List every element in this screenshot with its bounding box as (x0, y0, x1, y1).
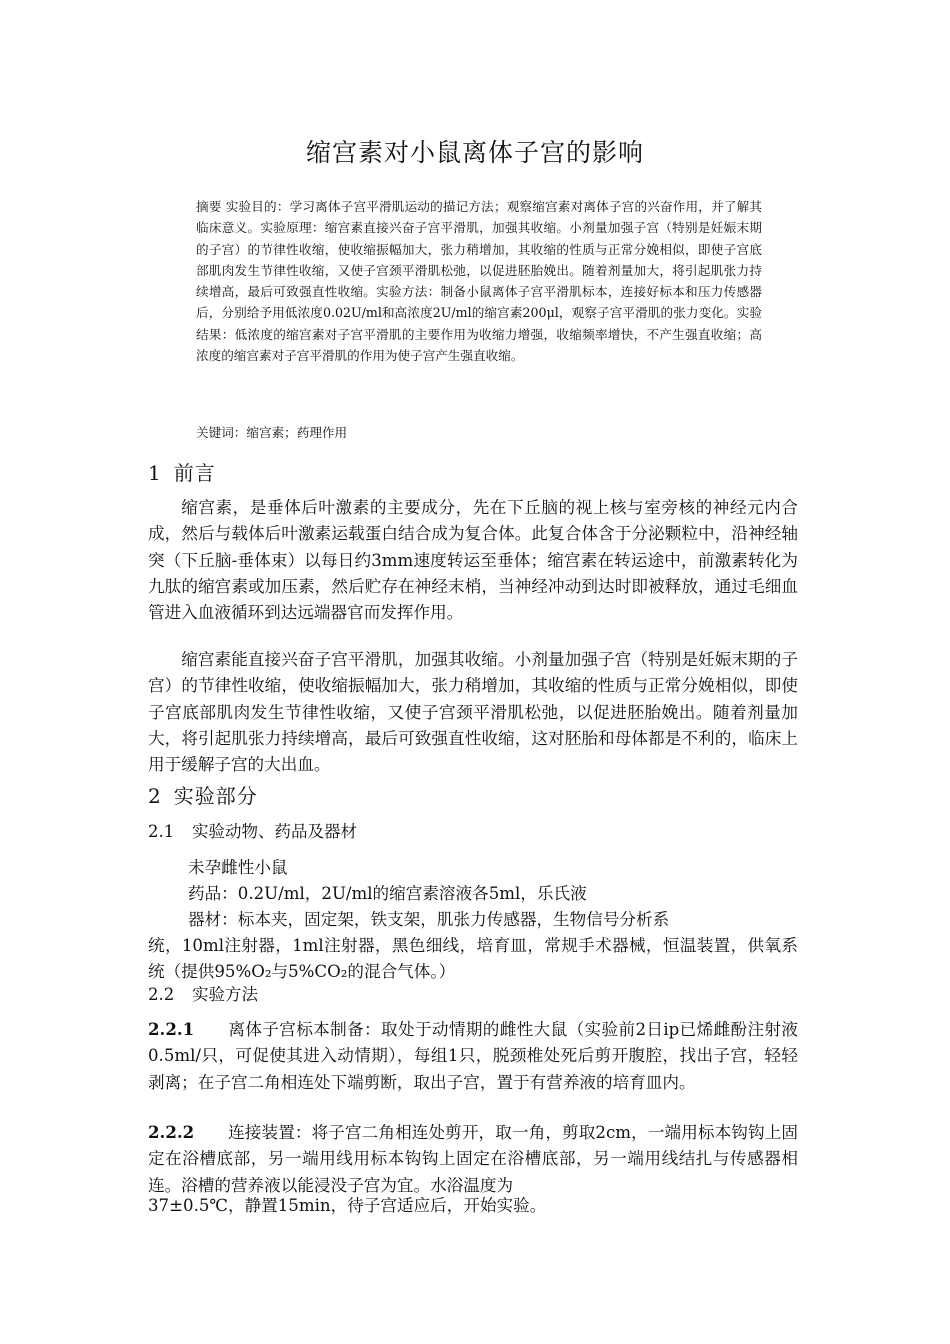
experiment-equipment-rest: 统，10ml注射器，1ml注射器，黑色细线，培育皿，常规手术器械，恒温装置，供氧系统（提供95%O₂与5%CO₂的混合气体。） (148, 936, 798, 982)
subsection-number: 2.2.1 (148, 1019, 195, 1039)
section-number: 1 (148, 461, 162, 485)
subsection-2-2-1 (148, 1016, 798, 1096)
experiment-equipment-line-1: 器材：标本夹，固定架，铁支架，肌张力传感器，生物信号分析系 (188, 910, 670, 929)
section-title: 实验部分 (173, 784, 258, 808)
section-1-heading (148, 459, 216, 487)
subsection-2-1-heading (148, 819, 357, 845)
subsection-2-2-2-continuation: 37±0.5℃，静置15min，待子宫适应后，开始实验。 (148, 1196, 547, 1215)
subsection-number: 2.2 (148, 985, 175, 1004)
section-1-paragraph-1: 缩宫素，是垂体后叶激素的主要成分，先在下丘脑的视上核与室旁核的神经元内合成，然后与载体后叶激素运载蛋白结合成为复合体。此复合体含于分泌颗粒中，沿神经轴突（下丘脑-垂体束）以每日约3mm速度转运至垂体；缩宫素在转运途中，前激素转化为九肽的缩宫素或加压素，然后贮存在神经末梢，当神经冲动到达时即被释放，通过毛细血管进入血液循环到达远端器官而发挥作用。 (148, 498, 798, 623)
subsection-title: 实验方法 (192, 985, 258, 1004)
subsection-2-2-2 (148, 1119, 798, 1199)
subsection-number: 2.1 (148, 822, 175, 841)
keywords: 关键词：缩宫素；药理作用 (196, 425, 348, 440)
section-1-paragraph-2: 缩宫素能直接兴奋子宫平滑肌，加强其收缩。小剂量加强子宫（特别是妊娠末期的子宫）的节律性收缩，使收缩振幅加大，张力稍增加，其收缩的性质与正常分娩相似，即使子宫底部肌肉发生节律性收缩，又使子宫颈平滑肌松弛，以促进胚胎娩出。随着剂量加大，将引起肌张力持续增高，最后可致强直性收缩，这对胚胎和母体都是不利的，临床上用于缓解子宫的大出血。 (148, 650, 798, 775)
subsection-2-2-heading (148, 982, 258, 1008)
experiment-animal: 未孕雌性小鼠 (188, 858, 288, 877)
section-number: 2 (148, 784, 162, 808)
subsection-text: 连接装置：将子宫二角相连处剪开，取一角，剪取2cm，一端用标本钩钩上固定在浴槽底部，另一端用线用标本钩钩上固定在浴槽底部，另一端用线结扎与传感器相连。浴槽的营养液以能浸没子宫为宜。水浴温度为 (148, 1123, 798, 1195)
paper-title: 缩宫素对小鼠离体子宫的影响 (305, 138, 644, 167)
abstract: 摘要 实验目的：学习离体子宫平滑肌运动的描记方法；观察缩宫素对离体子宫的兴奋作用，并了解其临床意义。实验原理：缩宫素直接兴奋子宫平滑肌，加强其收缩。小剂量加强子宫（特别是妊娠末期的子宫）的节律性收缩，使收缩振幅加大，张力稍增加，其收缩的性质与正常分娩相似，即使子宫底部肌肉发生节律性收缩，又使子宫颈平滑肌松弛，以促进胚胎娩出。随着剂量加大，将引起肌张力持续增高，最后可致强直性收缩。实验方法：制备小鼠离体子宫平滑肌标本，连接好标本和压力传感器后，分别给予用低浓度0.02U/ml和高浓度2U/ml的缩宫素200μl，观察子宫平滑肌的张力变化。实验结果：低浓度的缩宫素对子宫平滑肌的主要作用为收缩力增强，收缩频率增快，不产生强直收缩；高浓度的缩宫素对子宫平滑肌的作用为使子宫产生强直收缩。 (196, 199, 762, 364)
section-title: 前言 (173, 461, 216, 485)
subsection-text: 离体子宫标本制备：取处于动情期的雌性大鼠（实验前2日ip已烯雌酚注射液0.5ml/只，可促使其进入动情期），每组1只，脱颈椎处死后剪开腹腔，找出子宫，轻轻剥离；在子宫二角相连处下端剪断，取出子宫，置于有营养液的培育皿内。 (148, 1020, 798, 1092)
experiment-drugs: 药品：0.2U/ml，2U/ml的缩宫素溶液各5ml，乐氏液 (188, 884, 587, 903)
subsection-number: 2.2.2 (148, 1122, 195, 1142)
subsection-title: 实验动物、药品及器材 (192, 822, 357, 841)
section-2-heading (148, 782, 258, 810)
